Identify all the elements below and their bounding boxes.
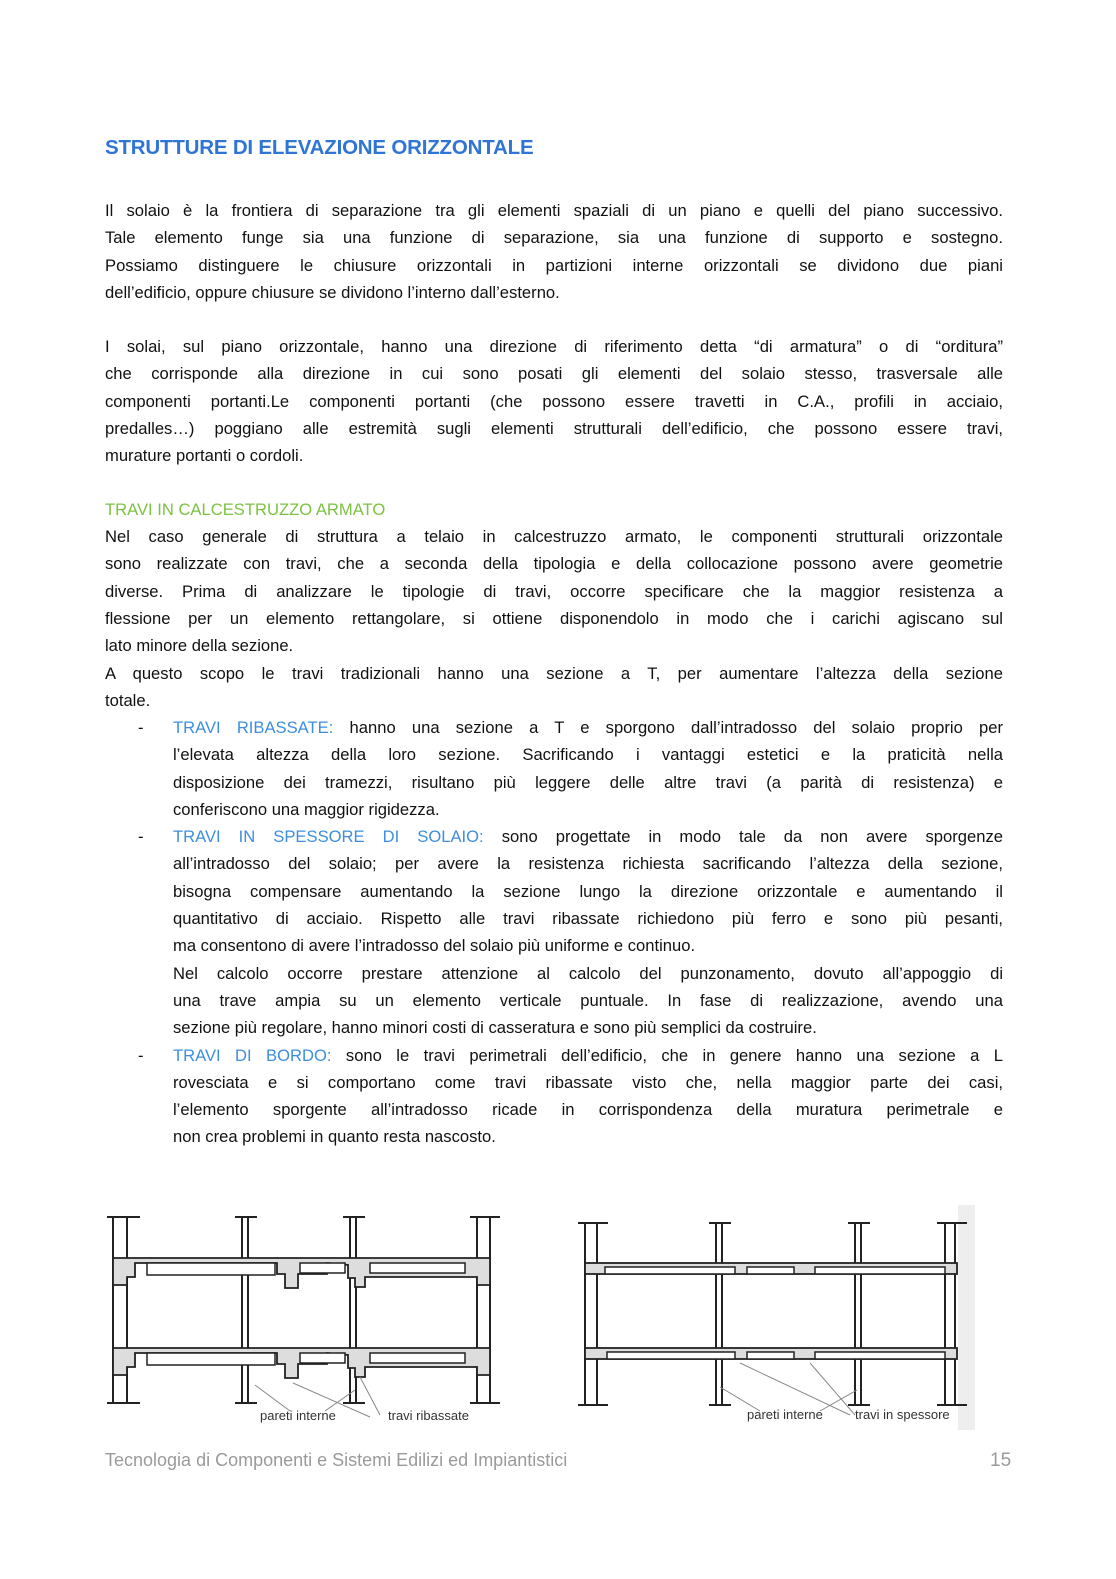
figure-flat-beams	[575, 1205, 975, 1430]
line-text: sono le travi perimetrali dell’edificio, che in genere hanno una sezione a L	[345, 1045, 1003, 1065]
text-line: murature portanti o cordoli.	[105, 446, 304, 466]
line-text: bisogna compensare aumentando la sezione lungo la direzione orizzontale e aumentando il	[173, 881, 1003, 901]
item-label: TRAVI DI BORDO:	[173, 1045, 332, 1065]
text-line: I solai, sul piano orizzontale, hanno una direzione di riferimento detta “di armatura” o di “orditura”	[105, 337, 1003, 356]
beam-types-list	[105, 714, 1003, 1151]
line-text: disposizione dei tramezzi, risultano più leggere delle altre travi (a parità di resistenza) e	[173, 772, 1003, 792]
label-dropped-beams: travi ribassate	[388, 1408, 469, 1423]
bullet-dash: -	[138, 718, 144, 737]
footer-title: Tecnologia di Componenti e Sistemi Edilizi ed Impiantistici	[105, 1450, 568, 1470]
list-item	[105, 1042, 1003, 1151]
list-item	[105, 823, 1003, 1041]
line-text: all’intradosso del solaio; per avere la resistenza richiesta sacrificando l’altezza della sezione,	[173, 854, 1003, 874]
text-line	[173, 878, 1003, 905]
line-text: non crea problemi in quanto resta nascosto.	[173, 1127, 496, 1147]
text-line: A questo scopo le travi tradizionali hanno una sezione a T, per aumentare l’altezza della sezione	[105, 664, 1003, 683]
paragraph-1	[105, 197, 1003, 306]
text-line: componenti portanti.Le componenti portanti (che possono essere travetti in C.A., profili in acciaio,	[105, 391, 1003, 411]
text-line: dell’edificio, oppure chiusure se dividono l’interno dall’esterno.	[105, 282, 560, 302]
section-heading: STRUTTURE DI ELEVAZIONE ORIZZONTALE	[105, 136, 534, 159]
label-internal-walls: pareti interne	[747, 1407, 823, 1422]
text-line: che corrisponde alla direzione in cui sono posati gli elementi del solaio stesso, trasversale alle	[105, 364, 1003, 384]
text-line: Tale elemento funge sia una funzione di separazione, sia una funzione di supporto e sostegno.	[105, 228, 1003, 248]
text-line: sezione più regolare, hanno minori costi di casseratura e sono più semplici da costruire.	[173, 1018, 817, 1038]
text-line	[173, 1096, 1003, 1123]
line-text: l’elevata altezza della loro sezione. Sacrificando i vantaggi estetici e la praticità nella	[173, 745, 1003, 765]
text-line	[173, 741, 1003, 768]
line-text: quantitativo di acciaio. Rispetto alle travi ribassate richiedono più ferro e sono più pesanti,	[173, 909, 1003, 929]
subheading: TRAVI IN CALCESTRUZZO ARMATO	[105, 500, 386, 519]
line-text: rovesciata e si comportano come travi ribassate visto che, nella maggior parte dei casi,	[173, 1072, 1003, 1092]
text-line: lato minore della sezione.	[105, 636, 294, 656]
text-line: Nel calcolo occorre prestare attenzione al calcolo del punzonamento, dovuto all’appoggio di	[173, 963, 1003, 983]
text-line: flessione per un elemento rettangolare, si ottiene disponendolo in modo che i carichi agiscano sul	[105, 608, 1003, 628]
bullet-dash: -	[138, 1045, 144, 1065]
line-text: sono progettate in modo tale da non avere sporgenze	[501, 827, 1003, 847]
label-internal-walls: pareti interne	[260, 1408, 336, 1423]
text-line	[173, 1042, 1003, 1069]
text-line	[173, 769, 1003, 796]
line-text: conferiscono una maggior rigidezza.	[173, 799, 440, 819]
text-line	[173, 1123, 1003, 1150]
text-line: predalles…) poggiano alle estremità sugli elementi strutturali dell’edificio, che possono essere travi,	[105, 418, 1003, 438]
text-line: diverse. Prima di analizzare le tipologie di travi, occorre specificare che la maggior resistenza a	[105, 581, 1003, 601]
item-label: TRAVI RIBASSATE:	[173, 718, 334, 737]
list-item	[105, 714, 1003, 823]
paragraph-3	[105, 523, 1003, 659]
bullet-dash: -	[138, 827, 144, 847]
line-text: l’elemento sporgente all’intradosso ricade in corrispondenza della muratura perimetrale e	[173, 1100, 1003, 1120]
page-number: 15	[990, 1450, 1012, 1471]
text-line: una trave ampia su un elemento verticale puntuale. In fase di realizzazione, avendo una	[173, 990, 1003, 1010]
text-line: Nel caso generale di struttura a telaio in calcestruzzo armato, le componenti strutturali orizzontale	[105, 527, 1003, 546]
label-flat-beams: travi in spessore	[855, 1407, 950, 1422]
paragraph-4	[105, 660, 1003, 715]
text-line	[173, 905, 1003, 932]
paragraph-2	[105, 333, 1003, 469]
text-line: Il solaio è la frontiera di separazione tra gli elementi spaziali di un piano e quelli del piano successivo.	[105, 201, 1003, 220]
line-text: ma consentono di avere l’intradosso del solaio più uniforme e continuo.	[173, 936, 696, 956]
line-text: hanno una sezione a T e sporgono dall’intradosso del solaio proprio per	[349, 718, 1003, 737]
text-line	[173, 796, 1003, 823]
text-line	[173, 932, 1003, 959]
text-line	[173, 714, 1003, 741]
item-label: TRAVI IN SPESSORE DI SOLAIO:	[173, 827, 484, 847]
text-line: sono realizzate con travi, che a seconda della tipologia e della collocazione possono avere geometrie	[105, 554, 1003, 574]
text-line	[173, 850, 1003, 877]
text-line: Possiamo distinguere le chiusure orizzontali in partizioni interne orizzontali se dividono due piani	[105, 255, 1003, 275]
text-line: totale.	[105, 691, 151, 711]
text-line	[173, 823, 1003, 850]
figure-dropped-beams	[105, 1205, 535, 1430]
text-line	[173, 1069, 1003, 1096]
